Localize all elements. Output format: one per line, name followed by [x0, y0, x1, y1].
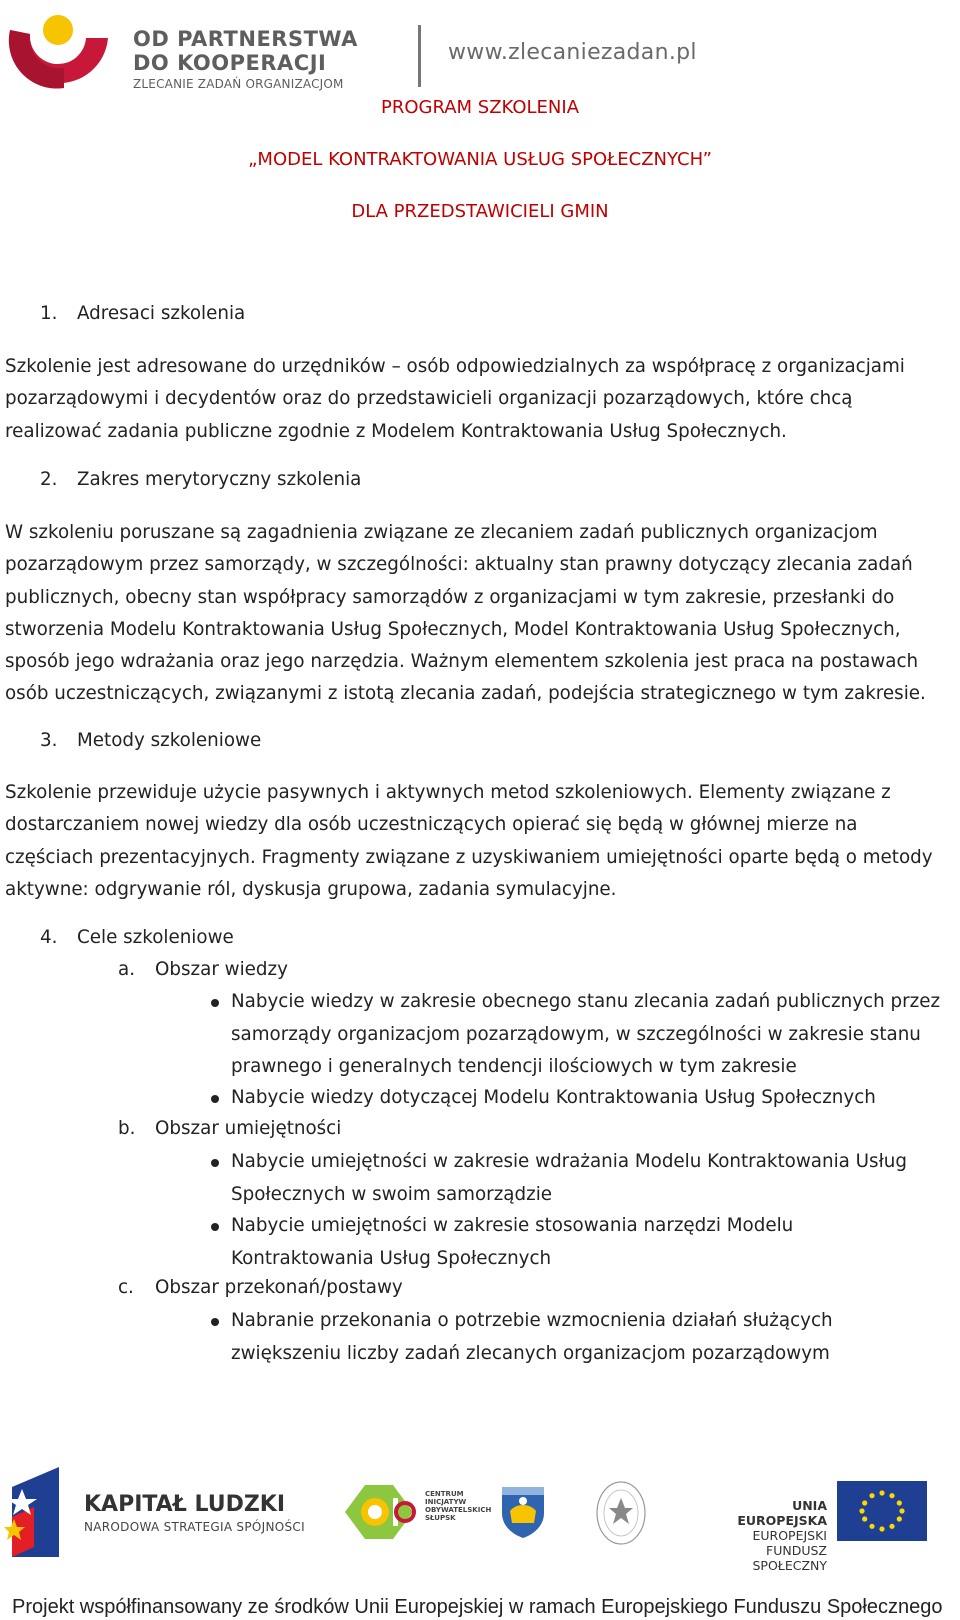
- eu-flag-icon: [837, 1481, 927, 1541]
- university-seal-icon: [595, 1480, 647, 1546]
- logo-text: [133, 27, 358, 91]
- audience-title: DLA PRZEDSTAWICIELI GMIN: [351, 201, 609, 222]
- logo-line-1: OD PARTNERSTWA: [133, 27, 358, 51]
- model-title: „MODEL KONTRAKTOWANIA USŁUG SPOŁECZNYCH”: [248, 149, 712, 170]
- kapital-ludzki-subtitle: NARODOWA STRATEGIA SPÓJNOŚCI: [84, 1520, 305, 1534]
- eu-text: UNIA EUROPEJSKA EUROPEJSKI FUNDUSZ SPOŁECZNY: [737, 1498, 827, 1573]
- list-item: Nabranie przekonania o potrzebie wzmocnienia działań służących zwiększeniu liczby zadań zlecanych organizacjom pozarządowym: [211, 1305, 951, 1370]
- list-item: Nabycie umiejętności w zakresie wdrażania Modelu Kontraktowania Usług Społecznych w swoim samorządzie: [211, 1146, 951, 1211]
- cofinancing-note: Projekt współfinansowany ze środków Unii Europejskiej w ramach Europejskiego Funduszu Społecznego: [0, 1594, 960, 1620]
- cio-logo-icon: [337, 1483, 421, 1541]
- partnership-logo-icon: [6, 8, 116, 90]
- section-4-heading: 4. Cele szkoleniowe: [40, 927, 234, 948]
- section-3-heading: 3. Metody szkoleniowe: [40, 730, 262, 751]
- cio-text: CENTRUM INICJATYW OBYWATELSKICH SŁUPSK: [425, 1490, 492, 1522]
- section-2-heading: 2. Zakres merytoryczny szkolenia: [40, 469, 362, 490]
- bullet-icon: [211, 999, 219, 1007]
- section-3-text: Szkolenie przewiduje użycie pasywnych i aktywnych metod szkoleniowych. Elementy związane z dostarczaniem nowej wiedzy dla osób uczestniczących opierać się będą w głównej mierze na częściach prezentacyjnych. Fragmenty związane z uzyskiwaniem umiejętności oparte będą o metody aktywne: odgrywanie ról, dyskusja grupowa, zadania symulacyjne.: [5, 782, 933, 900]
- kapital-ludzki-logo-icon: [4, 1467, 66, 1557]
- logo-subtitle: ZLECANIE ZADAŃ ORGANIZACJOM: [133, 77, 344, 91]
- program-title: PROGRAM SZKOLENIA: [380, 97, 580, 118]
- list-item: Nabycie wiedzy dotyczącej Modelu Kontraktowania Usług Społecznych: [211, 1082, 951, 1115]
- section-2-text: W szkoleniu poruszane są zagadnienia związane ze zlecaniem zadań publicznych organizacjom pozarządowym przez samorządy, w szczególności: aktualny stan prawny dotyczący zlecania zadań publicznych, obecny stan współpracy samorządów z organizacjami w tym zakresie, przesłanki do stworzenia Modelu Kontraktowania Usług Społecznych, Model Kontraktowania Usług Społecznych, sposób jego wdrażania oraz jego narzędzia. Ważnym elementem szkolenia jest praca na postawach osób uczestniczących, związanymi z istotą zlecania zadań, podejścia strategicznego w tym zakresie.: [5, 522, 926, 705]
- section-1-heading: 1. Adresaci szkolenia: [40, 303, 246, 324]
- section-4a-heading: a. Obszar wiedzy: [118, 959, 288, 980]
- coat-of-arms-icon: [500, 1483, 546, 1539]
- logo-line-2: DO KOOPERACJI: [133, 51, 327, 75]
- bullet-icon: [211, 1223, 219, 1231]
- footer-logos: [0, 1455, 960, 1573]
- section-1-text: Szkolenie jest adresowane do urzędników – osób odpowiedzialnych za współpracę z organizacjami pozarządowymi i decydentów oraz do przedstawicieli organizacji pozarządowych, które chcą realizować zadania publiczne zgodnie z Modelem Kontraktowania Usług Społecznych.: [5, 356, 905, 442]
- page-header: [0, 0, 960, 95]
- bullet-icon: [211, 1159, 219, 1167]
- website-url: www.zlecaniezadan.pl: [448, 40, 697, 65]
- section-4c-heading: c. Obszar przekonań/postawy: [118, 1277, 403, 1298]
- section-4b-heading: b. Obszar umiejętności: [118, 1118, 342, 1139]
- kapital-ludzki-title: KAPITAŁ LUDZKI: [84, 1492, 286, 1517]
- header-divider: [418, 25, 421, 87]
- bullet-icon: [211, 1095, 219, 1103]
- list-item: Nabycie umiejętności w zakresie stosowania narzędzi Modelu Kontraktowania Usług Społecznych: [211, 1210, 951, 1275]
- bullet-icon: [211, 1318, 219, 1326]
- list-item: Nabycie wiedzy w zakresie obecnego stanu zlecania zadań publicznych przez samorządy organizacjom pozarządowym, w szczególności w zakresie stanu prawnego i generalnych tendencji ilościowych w tym zakresie: [211, 986, 951, 1084]
